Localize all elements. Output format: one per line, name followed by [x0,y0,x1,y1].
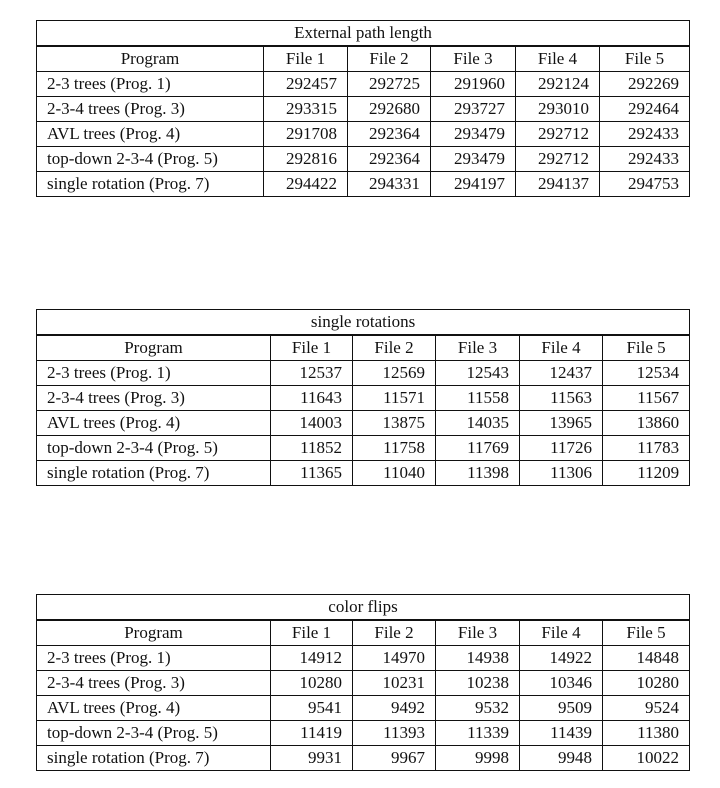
value-cell: 11567 [603,386,690,411]
program-cell: 2-3 trees (Prog. 1) [37,361,271,386]
column-header-file-5: File 5 [603,620,690,646]
value-cell: 9541 [271,696,353,721]
value-cell: 12437 [520,361,603,386]
value-cell: 10346 [520,671,603,696]
value-cell: 14922 [520,646,603,671]
value-cell: 294753 [600,172,690,197]
value-cell: 13860 [603,411,690,436]
table-row [37,436,690,461]
value-cell: 292269 [600,72,690,97]
table-title: color flips [37,595,690,621]
program-cell: single rotation (Prog. 7) [37,461,271,486]
value-cell: 11393 [353,721,436,746]
value-cell: 13965 [520,411,603,436]
value-cell: 11758 [353,436,436,461]
value-cell: 292816 [264,147,348,172]
column-header-file-1: File 1 [271,620,353,646]
column-header-file-5: File 5 [603,335,690,361]
value-cell: 11769 [436,436,520,461]
value-cell: 293315 [264,97,348,122]
program-cell: 2-3 trees (Prog. 1) [37,646,271,671]
single-rotations-table [36,309,690,486]
table-row [37,461,690,486]
value-cell: 14938 [436,646,520,671]
value-cell: 9967 [353,746,436,771]
value-cell: 14848 [603,646,690,671]
table-row [37,746,690,771]
table-row [37,361,690,386]
column-header-file-4: File 4 [520,335,603,361]
table-row [37,386,690,411]
value-cell: 10280 [271,671,353,696]
column-header-file-4: File 4 [516,46,600,72]
value-cell: 9532 [436,696,520,721]
value-cell: 12534 [603,361,690,386]
value-cell: 293727 [431,97,516,122]
value-cell: 14970 [353,646,436,671]
value-cell: 292464 [600,97,690,122]
value-cell: 294197 [431,172,516,197]
table-row [37,671,690,696]
value-cell: 11726 [520,436,603,461]
table-row [37,122,690,147]
column-header-file-2: File 2 [348,46,431,72]
table-row [37,721,690,746]
column-header-program: Program [37,335,271,361]
table-title: External path length [37,21,690,47]
value-cell: 14912 [271,646,353,671]
column-header-file-3: File 3 [431,46,516,72]
header-row [37,335,690,361]
value-cell: 12569 [353,361,436,386]
program-cell: top-down 2-3-4 (Prog. 5) [37,436,271,461]
external-path-length-table [36,20,690,197]
header-row [37,46,690,72]
column-header-file-3: File 3 [436,620,520,646]
value-cell: 11306 [520,461,603,486]
value-cell: 291960 [431,72,516,97]
table-title-row [37,595,690,621]
table-row [37,646,690,671]
table-row [37,72,690,97]
value-cell: 292712 [516,122,600,147]
value-cell: 11558 [436,386,520,411]
program-cell: top-down 2-3-4 (Prog. 5) [37,721,271,746]
value-cell: 11783 [603,436,690,461]
column-header-file-1: File 1 [264,46,348,72]
program-cell: 2-3-4 trees (Prog. 3) [37,671,271,696]
table-row [37,696,690,721]
value-cell: 293479 [431,122,516,147]
value-cell: 292680 [348,97,431,122]
value-cell: 12543 [436,361,520,386]
value-cell: 11339 [436,721,520,746]
program-cell: 2-3 trees (Prog. 1) [37,72,264,97]
program-cell: 2-3-4 trees (Prog. 3) [37,386,271,411]
value-cell: 11563 [520,386,603,411]
value-cell: 9948 [520,746,603,771]
value-cell: 294137 [516,172,600,197]
value-cell: 292364 [348,122,431,147]
table-row [37,172,690,197]
table-row [37,411,690,436]
value-cell: 10280 [603,671,690,696]
value-cell: 11365 [271,461,353,486]
program-cell: 2-3-4 trees (Prog. 3) [37,97,264,122]
column-header-program: Program [37,46,264,72]
table-row [37,147,690,172]
column-header-file-1: File 1 [271,335,353,361]
program-cell: AVL trees (Prog. 4) [37,696,271,721]
value-cell: 292725 [348,72,431,97]
program-cell: AVL trees (Prog. 4) [37,411,271,436]
value-cell: 13875 [353,411,436,436]
header-row [37,620,690,646]
value-cell: 11040 [353,461,436,486]
value-cell: 11380 [603,721,690,746]
value-cell: 293010 [516,97,600,122]
column-header-file-4: File 4 [520,620,603,646]
value-cell: 10231 [353,671,436,696]
value-cell: 11419 [271,721,353,746]
value-cell: 14035 [436,411,520,436]
value-cell: 11209 [603,461,690,486]
value-cell: 11398 [436,461,520,486]
value-cell: 10238 [436,671,520,696]
value-cell: 10022 [603,746,690,771]
value-cell: 9492 [353,696,436,721]
value-cell: 291708 [264,122,348,147]
value-cell: 292124 [516,72,600,97]
value-cell: 292364 [348,147,431,172]
table-title-row [37,21,690,47]
value-cell: 9509 [520,696,603,721]
value-cell: 9524 [603,696,690,721]
value-cell: 11439 [520,721,603,746]
table-row [37,97,690,122]
value-cell: 293479 [431,147,516,172]
value-cell: 11571 [353,386,436,411]
value-cell: 11643 [271,386,353,411]
value-cell: 9931 [271,746,353,771]
program-cell: single rotation (Prog. 7) [37,746,271,771]
value-cell: 292712 [516,147,600,172]
table-title: single rotations [37,310,690,336]
color-flips-table [36,594,690,771]
program-cell: single rotation (Prog. 7) [37,172,264,197]
value-cell: 14003 [271,411,353,436]
table-title-row [37,310,690,336]
column-header-file-2: File 2 [353,620,436,646]
column-header-file-2: File 2 [353,335,436,361]
column-header-file-5: File 5 [600,46,690,72]
column-header-program: Program [37,620,271,646]
value-cell: 12537 [271,361,353,386]
value-cell: 294422 [264,172,348,197]
program-cell: top-down 2-3-4 (Prog. 5) [37,147,264,172]
value-cell: 9998 [436,746,520,771]
value-cell: 292433 [600,122,690,147]
column-header-file-3: File 3 [436,335,520,361]
value-cell: 292457 [264,72,348,97]
program-cell: AVL trees (Prog. 4) [37,122,264,147]
value-cell: 294331 [348,172,431,197]
value-cell: 11852 [271,436,353,461]
value-cell: 292433 [600,147,690,172]
